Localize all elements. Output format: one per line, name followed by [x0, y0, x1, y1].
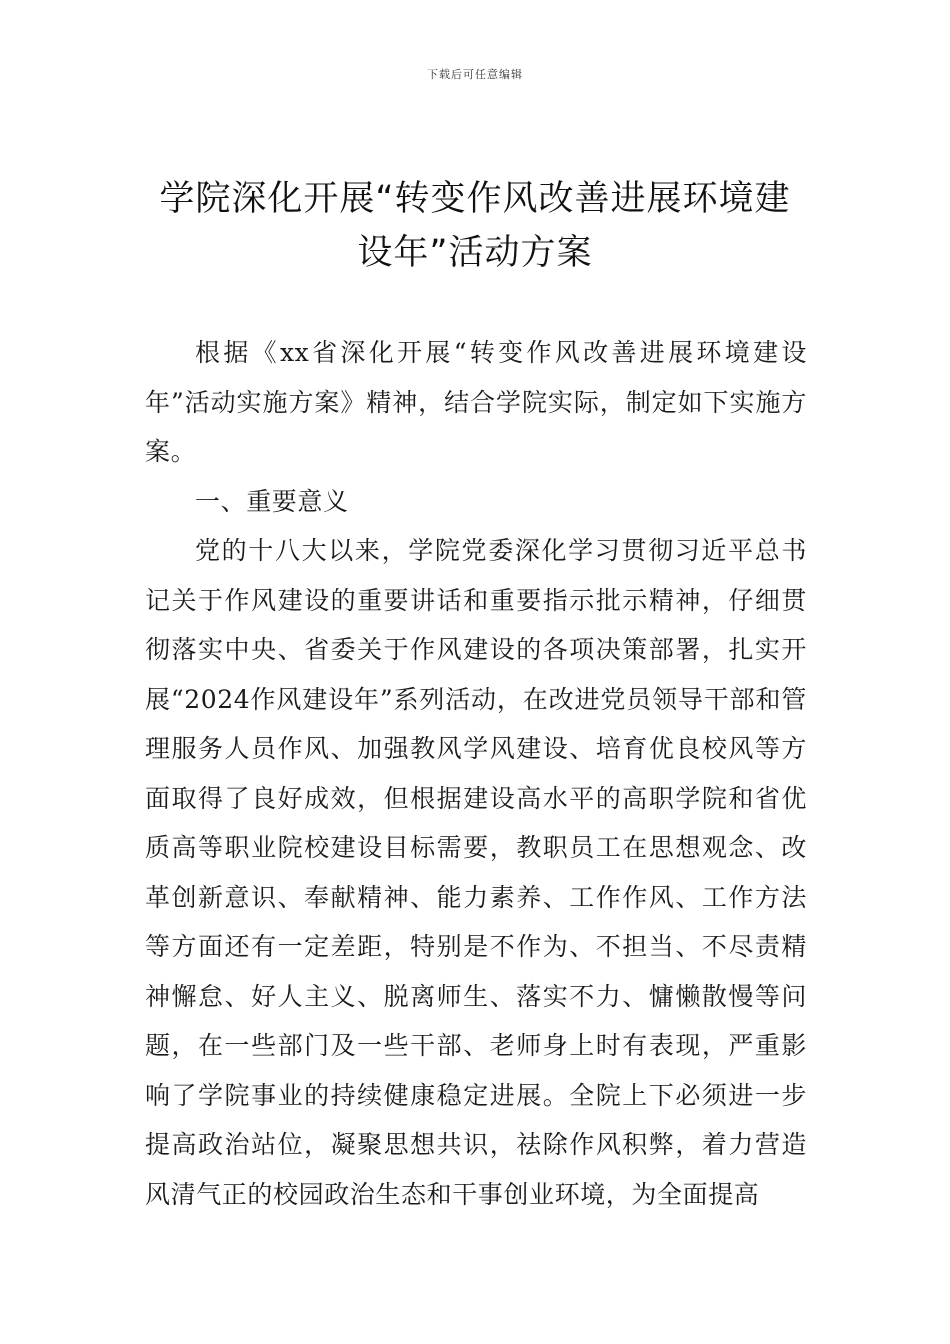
document-body: [145, 328, 807, 1219]
intro-paragraph: 根据《xx省深化开展“转变作风改善进展环境建设年”活动实施方案》精神，结合学院实际，制定如下实施方案。: [145, 338, 807, 466]
header-note: 下载后可任意编辑: [427, 68, 523, 81]
body-paragraph: 党的十八大以来，学院党委深化学习贯彻习近平总书记关于作风建设的重要讲话和重要指示批示精神，仔细贯彻落实中央、省委关于作风建设的各项决策部署，扎实开展“2024作风建设年”系列活动，在改进党员领导干部和管理服务人员作风、加强教风学风建设、培育优良校风等方面取得了良好成效，但根据建设高水平的高职学院和省优质高等职业院校建设目标需要，教职员工在思想观念、改革创新意识、奉献精神、能力素养、工作作风、工作方法等方面还有一定差距，特别是不作为、不担当、不尽责精神懈怠、好人主义、脱离师生、落实不力、慵懒散慢等问题，在一些部门及一些干部、老师身上时有表现，严重影响了学院事业的持续健康稳定进展。全院上下必须进一步提高政治站位，凝聚思想共识，祛除作风积弊，着力营造风清气正的校园政治生态和干事创业环境，为全面提高: [145, 536, 807, 1209]
section-heading: 一、重要意义: [195, 486, 349, 516]
document-title: 学院深化开展“转变作风改善进展环境建设年”活动方案: [159, 179, 791, 273]
